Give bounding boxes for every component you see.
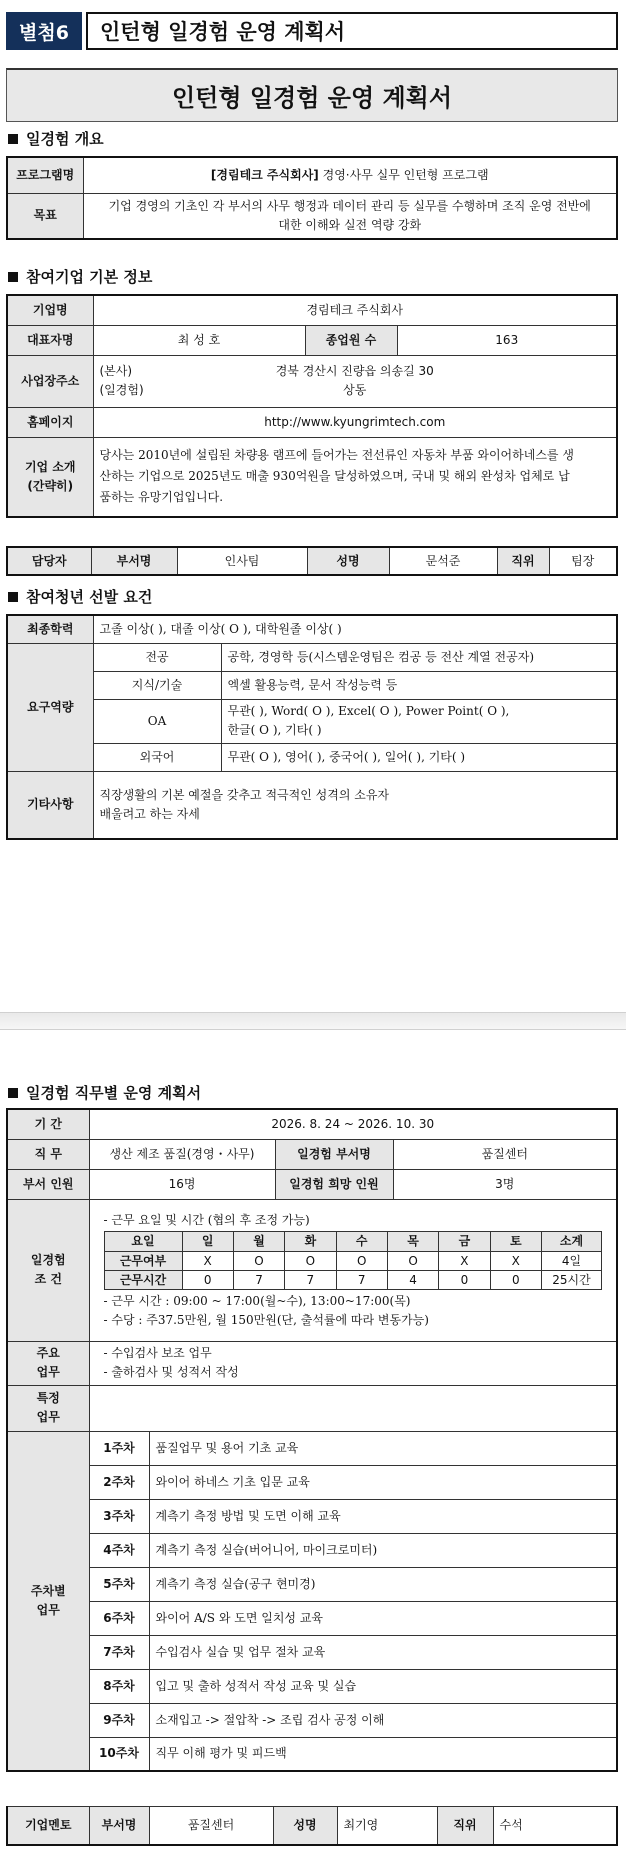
duty-table [6,1108,618,1772]
schedule-header: 월 [233,1232,284,1251]
hq-label: (본사) [99,364,133,379]
want-label: 일경험 희망 인원 [275,1169,393,1199]
work-address: 상동 [343,383,367,397]
week-task: 계측기 측정 실습(버어니어, 마이크로미터) [149,1533,617,1567]
section-company [8,266,152,287]
schedule-cell: O [233,1251,284,1270]
schedule-cell: X [182,1251,233,1270]
employees-label: 종업원 수 [305,325,397,355]
period-value: 2026. 8. 24 ~ 2026. 10. 30 [89,1109,617,1139]
intro-line: 산하는 기업으로 2025년도 매출 930억원을 달성하였으며, 국내 및 해외 완성차 업체로 납 [99,469,570,484]
main-duty-line: - 출하검사 및 성적서 작성 [103,1365,239,1379]
manager-dept-label: 부서명 [91,547,177,575]
week-task: 와이어 A/S 와 도면 일치성 교육 [149,1601,617,1635]
schedule-header: 금 [439,1232,490,1251]
want-value: 3명 [393,1169,617,1199]
program-label: 프로그램명 [7,157,83,193]
intro-label-line: (간략히) [27,478,74,493]
week-number: 4주차 [89,1533,149,1567]
week-task: 직무 이해 평가 및 피드백 [149,1737,617,1771]
condition-label-line: 일경험 [30,1253,66,1268]
mentor-position: 수석 [493,1807,617,1845]
attachment-tag: 별첨6 [6,12,82,50]
schedule-header: 화 [285,1232,336,1251]
homepage-link[interactable]: http://www.kyungrimtech.com [93,407,617,437]
square-bullet-icon [8,272,18,282]
duty-dept-label: 일경험 부서명 [275,1139,393,1169]
schedule-cell: 0 [439,1270,490,1289]
schedule-cell: O [285,1251,336,1270]
week-number: 5주차 [89,1567,149,1601]
schedule-header: 요일 [104,1232,182,1251]
weekly-label-line: 업무 [36,1602,60,1617]
manager-position: 팀장 [549,547,617,575]
schedule-cell: 7 [336,1270,387,1289]
manager-pos-label: 직위 [497,547,549,575]
section-title: 일경험 직무별 운영 계획서 [26,1084,202,1102]
period-label: 기 간 [7,1109,89,1139]
ceo-label: 대표자명 [7,325,93,355]
mentor-name-label: 성명 [273,1807,337,1845]
schedule-cell: O [387,1251,438,1270]
company-table [6,294,618,518]
manager-dept: 인사팀 [177,547,307,575]
mentor-dept-label: 부서명 [89,1807,149,1845]
week-number: 6주차 [89,1601,149,1635]
education-label: 최종학력 [7,615,93,643]
section-title: 참여청년 선발 요건 [26,588,153,606]
manager-name: 문석준 [389,547,497,575]
condition-cell [89,1199,617,1341]
schedule-header: 수 [336,1232,387,1251]
overview-table [6,156,618,240]
main-duty-value [89,1341,617,1385]
week-number: 10주차 [89,1737,149,1771]
special-duty-value [89,1385,617,1431]
section-overview [8,128,104,149]
schedule-row [104,1251,602,1270]
staff-label: 부서 인원 [7,1169,89,1199]
square-bullet-icon [8,134,18,144]
intro-line: 품하는 유망기업입니다. [99,490,224,505]
schedule-row-label: 근무시간 [104,1270,182,1289]
hours-note: - 근무 시간 : 09:00 ~ 17:00(월~수), 13:00~17:00(목) [103,1293,411,1308]
staff-value: 16명 [89,1169,275,1199]
schedule-header: 목 [387,1232,438,1251]
schedule-cell: 7 [233,1270,284,1289]
main-duty-label-line: 업무 [36,1365,60,1379]
work-label: (일경험) [99,383,144,397]
square-bullet-icon [8,592,18,602]
pay-note: - 수당 : 주37.5만원, 월 150만원(단, 출석률에 따라 변동가능) [103,1312,429,1327]
major-label: 전공 [93,643,221,671]
schedule-cell: 25시간 [542,1270,602,1289]
condition-label [7,1199,89,1341]
homepage-label: 홈페이지 [7,407,93,437]
special-duty-label-line: 특정 [36,1391,60,1406]
intro-label [7,437,93,517]
manager-table [6,546,618,576]
schedule-cell: 0 [182,1270,233,1289]
mentor-label: 기업멘토 [7,1807,89,1845]
job-label: 직 무 [7,1139,89,1169]
section-title: 일경험 개요 [26,130,104,148]
week-task: 입고 및 출하 성적서 작성 교육 및 실습 [149,1669,617,1703]
schedule-header: 소계 [542,1232,602,1251]
duty-dept-value: 품질센터 [393,1139,617,1169]
address-cell [93,355,617,407]
week-task: 소재입고 -> 절압착 -> 조립 검사 공정 이해 [149,1703,617,1737]
intro-label-line: 기업 소개 [24,460,76,475]
week-number: 1주차 [89,1431,149,1465]
schedule-cell: 4 [387,1270,438,1289]
week-number: 2주차 [89,1465,149,1499]
schedule-cell: X [439,1251,490,1270]
etc-line: 배울려고 하는 자세 [99,806,200,821]
schedule-row-label: 근무여부 [104,1251,182,1270]
week-task: 계측기 측정 방법 및 도면 이해 교육 [149,1499,617,1533]
mentor-table [6,1806,618,1846]
language-value: 무관( O ), 영어( ), 중국어( ), 일어( ), 기타( ) [221,743,617,771]
page-break [0,1012,626,1030]
page-header [6,12,618,52]
main-duty-line: - 수입검사 보조 업무 [103,1346,212,1361]
program-name [83,157,617,193]
week-number: 8주차 [89,1669,149,1703]
ceo-name: 최 성 호 [93,325,305,355]
goal-line: 대한 이해와 실전 역량 강화 [278,217,422,232]
schedule-table [104,1231,603,1290]
week-number: 9주차 [89,1703,149,1737]
manager-name-label: 성명 [307,547,389,575]
hq-address: 경북 경산시 진량읍 의송길 30 [275,364,434,379]
schedule-header-row [104,1232,602,1251]
section-requirements [8,586,152,607]
oa-line: 무관( ), Word( O ), Excel( O ), Power Point( O ), [227,704,510,719]
skill-value: 엑셀 활용능력, 문서 작성능력 등 [221,671,617,699]
company-name: 경림테크 주식회사 [93,295,617,325]
employees-count: 163 [397,325,617,355]
etc-label: 기타사항 [7,771,93,839]
main-duty-label [7,1341,89,1385]
intro-line: 당사는 2010년에 설립된 차량용 램프에 들어가는 전선류인 자동차 부품 와이어하네스를 생 [99,448,574,463]
education-value: 고졸 이상( ), 대졸 이상( O ), 대학원졸 이상( ) [93,615,617,643]
company-name-label: 기업명 [7,295,93,325]
week-task: 와이어 하네스 기초 입문 교육 [149,1465,617,1499]
major-value: 공학, 경영학 등(시스템운영팀은 컴공 등 전산 계열 전공자) [221,643,617,671]
mentor-dept: 품질센터 [149,1807,273,1845]
oa-label: OA [93,699,221,743]
schedule-cell: O [336,1251,387,1270]
program-company: [경림테크 주식회사] [210,167,319,182]
mentor-pos-label: 직위 [437,1807,493,1845]
schedule-header: 토 [490,1232,541,1251]
main-duty-label-line: 주요 [36,1346,60,1361]
goal-text [83,193,617,239]
language-label: 외국어 [93,743,221,771]
program-title: 경영·사무 실무 인턴형 프로그램 [318,167,489,182]
header-title: 인턴형 일경험 운영 계획서 [86,12,618,50]
week-task: 수입검사 실습 및 업무 절차 교육 [149,1635,617,1669]
schedule-cell: 4일 [542,1251,602,1270]
mentor-name: 최기영 [337,1807,437,1845]
schedule-header: 일 [182,1232,233,1251]
manager-label: 담당자 [7,547,91,575]
schedule-cell: 0 [490,1270,541,1289]
schedule-cell: 7 [285,1270,336,1289]
oa-line: 한글( O ), 기타( ) [227,723,322,737]
section-duties [8,1082,201,1103]
weekly-duty-label [7,1431,89,1771]
document-title: 인턴형 일경험 운영 계획서 [6,68,618,122]
week-number: 7주차 [89,1635,149,1669]
condition-label-line: 조 건 [34,1272,62,1286]
job-value: 생산 제조 품질(경영・사무) [89,1139,275,1169]
oa-value [221,699,617,743]
intro-text [93,437,617,517]
special-duty-label [7,1385,89,1431]
square-bullet-icon [8,1088,18,1098]
requirements-table [6,614,618,840]
week-number: 3주차 [89,1499,149,1533]
condition-note: - 근무 요일 및 시간 (협의 후 조정 가능) [103,1212,310,1227]
week-task: 계측기 측정 실습(공구 현미경) [149,1567,617,1601]
schedule-cell: X [490,1251,541,1270]
section-title: 참여기업 기본 정보 [26,268,153,286]
address-label: 사업장주소 [7,355,93,407]
goal-label: 목표 [7,193,83,239]
special-duty-label-line: 업무 [36,1410,60,1424]
skill-label: 지식/기술 [93,671,221,699]
competency-label: 요구역량 [7,643,93,771]
schedule-row [104,1270,602,1289]
week-task: 품질업무 및 용어 기초 교육 [149,1431,617,1465]
weekly-label-line: 주차별 [30,1584,66,1599]
etc-value [93,771,617,839]
goal-line: 기업 경영의 기초인 각 부서의 사무 행정과 데이터 관리 등 실무를 수행하며 조직 운영 전반에 [108,199,591,214]
etc-line: 직장생활의 기본 예절을 갖추고 적극적인 성격의 소유자 [99,788,390,803]
